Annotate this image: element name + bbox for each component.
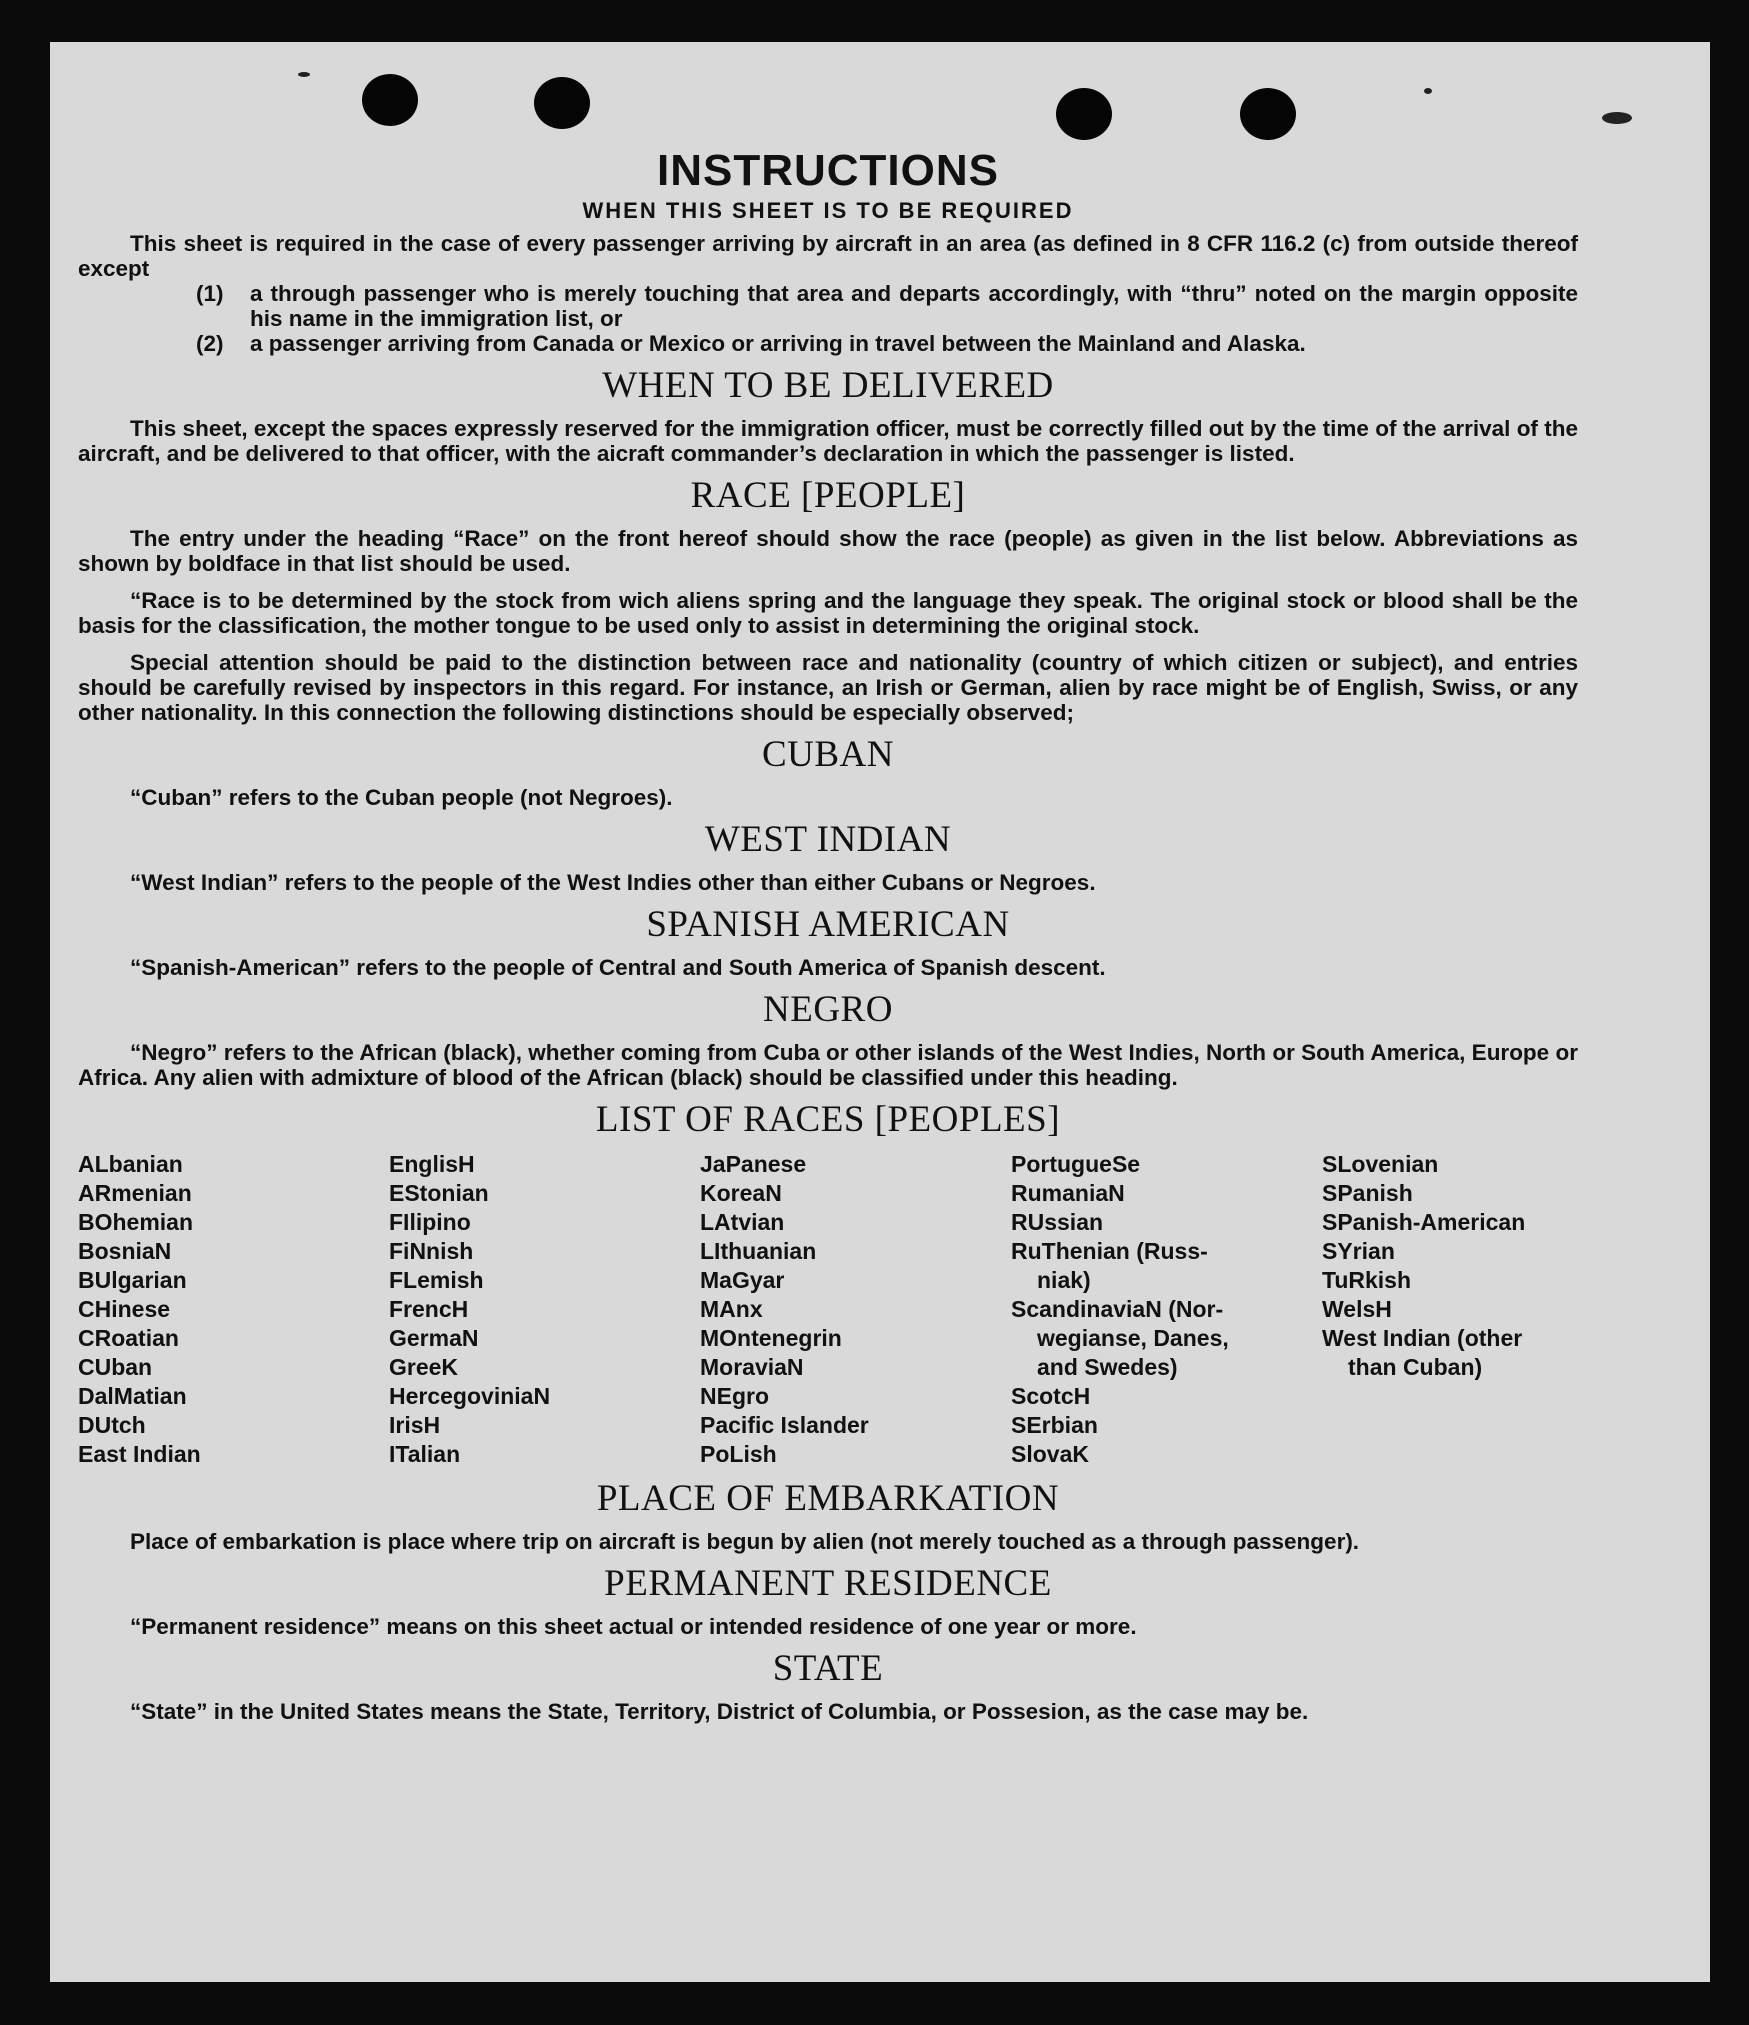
race-paragraph: Special attention should be paid to the distinction between race and nationality (country of which citizen or subject), and entries should be carefully revised by inspectors in this regard. For instance, an Irish or German, alien by race might be of English, Swiss, or any other nationality. In this connection the following distinctions should be especially observed; [78, 650, 1578, 725]
race-column [78, 1150, 389, 1469]
race-item: FIlipino [389, 1209, 471, 1235]
race-item: SYrian [1322, 1238, 1395, 1264]
race-item: niak) [1037, 1267, 1091, 1293]
race-item: LIthuanian [700, 1238, 817, 1264]
race-item: GreeK [389, 1354, 459, 1380]
race-item: KoreaN [700, 1180, 782, 1206]
race-item: ALbanian [78, 1151, 183, 1177]
section-heading: RACE [PEOPLE] [690, 475, 966, 516]
west-indian-text: “West Indian” refers to the people of the West Indies other than either Cubans or Negroes. [130, 870, 1096, 895]
exception-number: (1) [196, 281, 224, 306]
instructions-content [78, 105, 1578, 1724]
race-paragraph: The entry under the heading “Race” on the front hereof should show the race (people) as given in the list below. Abbreviations as shown by boldface in that list should be used. [78, 526, 1578, 576]
race-item: WelsH [1322, 1296, 1392, 1322]
exception-text: a through passenger who is merely touching that area and departs accordingly, with “thru” noted on the margin opposite his name in the immigration list, or [250, 281, 1578, 331]
state-text: “State” in the United States means the State, Territory, District of Columbia, or Possesion, as the case may be. [130, 1699, 1309, 1724]
page-subtitle: WHEN THIS SHEET IS TO BE REQUIRED [582, 198, 1074, 223]
residence-text: “Permanent residence” means on this sheet actual or intended residence of one year or more. [130, 1614, 1137, 1639]
race-list [78, 1150, 1578, 1469]
race-item: NEgro [700, 1383, 769, 1409]
race-column [389, 1150, 700, 1469]
section-heading: WEST INDIAN [704, 819, 952, 860]
race-item: IrisH [389, 1412, 441, 1438]
race-item: BUlgarian [78, 1267, 187, 1293]
race-item: EStonian [389, 1180, 489, 1206]
ink-speck [298, 72, 310, 77]
race-item: CRoatian [78, 1325, 179, 1351]
race-item: MaGyar [700, 1267, 785, 1293]
race-item: FiNnish [389, 1238, 474, 1264]
section-heading: PERMANENT RESIDENCE [604, 1563, 1052, 1604]
race-item: ITalian [389, 1441, 461, 1467]
section-heading: LIST OF RACES [PEOPLES] [595, 1099, 1061, 1140]
race-item: RUssian [1011, 1209, 1104, 1235]
section-heading: STATE [772, 1648, 884, 1689]
race-column [700, 1150, 1011, 1469]
race-item: TuRkish [1322, 1267, 1412, 1293]
race-item: JaPanese [700, 1151, 807, 1177]
section-heading: NEGRO [763, 989, 893, 1030]
race-item: than Cuban) [1348, 1354, 1483, 1380]
race-item: PoLish [700, 1441, 777, 1467]
race-item: DalMatian [78, 1383, 187, 1409]
section-heading: SPANISH AMERICAN [646, 904, 1010, 945]
requirement-text: This sheet is required in the case of every passenger arriving by aircraft in an area (as defined in 8 CFR 116.2 (c) from outside thereof except [78, 231, 1578, 281]
exception-text: a passenger arriving from Canada or Mexico or arriving in travel between the Mainland and Alaska. [250, 331, 1306, 356]
embarkation-text: Place of embarkation is place where trip on aircraft is begun by alien (not merely touched as a through passenger). [130, 1529, 1360, 1554]
race-item: MoraviaN [700, 1354, 804, 1380]
race-item: RuThenian (Russ- [1011, 1238, 1208, 1264]
page-title: INSTRUCTIONS [657, 146, 999, 195]
race-item: HercegoviniaN [389, 1383, 551, 1409]
race-item: LAtvian [700, 1209, 785, 1235]
race-item: CUban [78, 1354, 153, 1380]
race-item: SErbian [1011, 1412, 1098, 1438]
spanish-american-text: “Spanish-American” refers to the people of Central and South America of Spanish descent. [130, 955, 1106, 980]
race-item: SlovaK [1011, 1441, 1089, 1467]
race-item: and Swedes) [1037, 1354, 1178, 1380]
section-heading: PLACE OF EMBARKATION [596, 1478, 1060, 1519]
race-item: ScandinaviaN (Nor- [1011, 1296, 1224, 1322]
cuban-text: “Cuban” refers to the Cuban people (not Negroes). [130, 785, 673, 810]
race-item: CHinese [78, 1296, 171, 1322]
race-item: RumaniaN [1011, 1180, 1125, 1206]
race-item: East Indian [78, 1441, 201, 1467]
race-item: DUtch [78, 1412, 146, 1438]
race-column [1322, 1150, 1578, 1469]
exception-item [196, 331, 1578, 356]
section-heading: WHEN TO BE DELIVERED [602, 365, 1054, 406]
race-item: FrencH [389, 1296, 469, 1322]
race-item: FLemish [389, 1267, 484, 1293]
race-item: West Indian (other [1322, 1325, 1523, 1351]
race-item: GermaN [389, 1325, 479, 1351]
race-item: SPanish-American [1322, 1209, 1526, 1235]
section-heading: CUBAN [761, 734, 895, 775]
race-item: BOhemian [78, 1209, 194, 1235]
negro-text: “Negro” refers to the African (black), whether coming from Cuba or other islands of the West Indies, North or South America, Europe or Africa. Any alien with admixture of blood of the African (black) should be classified under this heading. [78, 1040, 1578, 1090]
race-item: ScotcH [1011, 1383, 1091, 1409]
race-item: MAnx [700, 1296, 763, 1322]
exception-item [196, 281, 1578, 331]
race-item: wegianse, Danes, [1037, 1325, 1229, 1351]
ink-speck [1602, 112, 1632, 124]
race-item: Pacific Islander [700, 1412, 869, 1438]
race-item: PortugueSe [1011, 1151, 1141, 1177]
race-item: SPanish [1322, 1180, 1413, 1206]
race-item: MOntenegrin [700, 1325, 842, 1351]
race-item: BosniaN [78, 1238, 172, 1264]
race-item: EnglisH [389, 1151, 475, 1177]
race-item: SLovenian [1322, 1151, 1439, 1177]
ink-speck [1424, 88, 1432, 94]
race-item: ARmenian [78, 1180, 192, 1206]
delivery-text: This sheet, except the spaces expressly reserved for the immigration officer, must be correctly filled out by the time of the arrival of the aircraft, and be delivered to that officer, with the aicraft commander’s declaration in which the passenger is listed. [78, 416, 1578, 466]
exception-number: (2) [196, 331, 224, 356]
race-column [1011, 1150, 1322, 1469]
race-paragraph: “Race is to be determined by the stock from wich aliens spring and the language they speak. The original stock or blood shall be the basis for the classification, the mother tongue to be used only to assist in determining the original stock. [78, 588, 1578, 638]
